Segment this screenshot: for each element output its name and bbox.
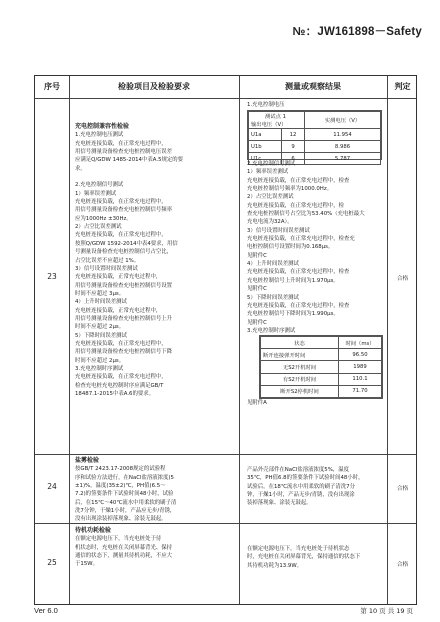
text-line: 充电桩控制信号频率为1000.0Hz。	[247, 186, 333, 193]
text-line: 充电桩连接负载，在正常充电过程中，	[75, 140, 167, 147]
document-number: №：JW161898－Safety	[292, 26, 422, 38]
text-line: 盐雾检验	[75, 457, 100, 464]
timing-state: 断开连接弹开时间	[261, 349, 339, 361]
col-divider	[69, 76, 70, 604]
text-line: 2）占空比误差测试	[247, 194, 294, 201]
text-line: 充电桩连接负载，在正常充电过程中，检	[247, 202, 345, 209]
row-divider	[35, 98, 416, 99]
timing-state: 断开S2停机时间	[261, 385, 339, 397]
row-seq: 25	[47, 558, 57, 567]
timing-value: 96.50	[339, 349, 382, 361]
text-line	[75, 173, 183, 181]
text-line: ±1)%，温度(35±2)℃，PH值(6.5～	[75, 483, 166, 490]
text-line: 充电桩连接负载，在正常充电过程中，检查充	[247, 236, 355, 243]
table-row	[261, 361, 382, 373]
timing-header-time: 时间（ms）	[339, 337, 382, 349]
table-row	[249, 129, 381, 141]
text-line: 检查充电桩充电控制时序应满足GB/T	[75, 382, 164, 389]
voltage-set: 9	[282, 141, 305, 153]
text-line: 充电桩连接负载，在正常充电过程中，	[75, 232, 167, 239]
text-line: 充电桩连接负载，正常充电过程中，	[75, 307, 162, 314]
text-line: 没有出现涂装掉落现象、涂装无鼓起。	[75, 516, 167, 523]
text-line: 号测量设备检查充电桩控制信号占空比，	[75, 249, 173, 256]
row-results	[247, 545, 360, 570]
test-report-table	[34, 75, 417, 605]
timing-header-state: 状态	[261, 337, 339, 349]
page-suffix: 页	[406, 607, 413, 615]
header-verdict: 判定	[394, 82, 411, 91]
text-line: 用信号测量设备检查充电桩控制信号频率	[75, 207, 173, 214]
text-line: 时间不应超过 2μs。	[75, 324, 125, 331]
text-line: 充电桩连接负载，在正常充电过程中，检查	[247, 302, 350, 309]
text-line: 5）下降时间误差测试	[247, 294, 299, 301]
text-line: 装掉落现象、涂装无鼓起。	[247, 500, 312, 507]
text-line: 充电桩连接负载，在正常充电过程中，	[75, 199, 167, 206]
text-line: 应满足Q/GDW 1485-2014中表A.5规定的要	[75, 157, 184, 164]
header-item: 检验项目及检验要求	[118, 82, 190, 91]
voltage-set: 12	[282, 129, 305, 141]
text-line: 洗7分钟，干燥1小时，产品应无步/青锈，	[75, 508, 176, 515]
text-line: 后，在15℃～40℃流水中用柔软的刷子清	[75, 499, 177, 506]
text-line: 充电电流为32A）。	[247, 219, 293, 226]
voltage-measured: 8.986	[305, 141, 381, 153]
row-verdict: 合格	[396, 486, 409, 492]
header-seq: 序号	[44, 82, 60, 91]
table-row	[249, 141, 381, 153]
text-line: 充电桩连接负载，在正常充电过程中，	[75, 374, 167, 381]
text-line: 于15W。	[75, 561, 98, 568]
text-line: 查充电桩控制信号占空比为53.40%（充电桩最大	[247, 211, 365, 218]
row-results	[247, 466, 364, 508]
text-line: 充电控制兼容性检验	[75, 123, 130, 130]
row-verdict: 合格	[396, 276, 409, 282]
text-line: 时间不应超过 2μs。	[75, 357, 125, 364]
text-line: 序和试验方法进行，在NaCl盐溶液浓度(5	[75, 474, 174, 481]
text-line: 4）上升时间误差测试	[247, 261, 299, 268]
text-line: 用信号测量设备检查充电桩控制电压误差	[75, 149, 173, 156]
text-line: 见附件C	[247, 286, 267, 293]
voltage-point: U1a	[249, 129, 282, 141]
text-line: 1.充电控制电压测试	[75, 132, 124, 139]
text-line: 1）频率误差测试	[247, 169, 289, 176]
text-line: 充电桩控制信号下降时间为1.990μs。	[247, 311, 339, 318]
voltage-measured: 5.787	[305, 153, 381, 165]
text-line: 5）下降时间误差测试	[75, 332, 127, 339]
text-line: 试验后，在18℃流水中用柔软的刷子清洗7分	[247, 483, 355, 490]
text-line: 时间不应超过 3μs。	[75, 290, 125, 297]
text-line: 充电桩连接负载，正常充电过程中，	[75, 274, 162, 281]
page-current: 10	[368, 607, 378, 615]
text-line: 求。	[75, 165, 86, 172]
text-line: 4）上升时间误差测试	[75, 299, 127, 306]
table-row	[261, 349, 382, 361]
table-row	[261, 385, 382, 397]
text-line: 待机功耗检验	[75, 527, 112, 534]
text-line: 充电桩连接负载，在正常充电过程中，	[75, 340, 167, 347]
row-requirements	[75, 457, 176, 524]
text-line: 1）频率误差测试	[75, 190, 117, 197]
text-line: 见附件C	[247, 319, 267, 326]
page-indicator	[359, 606, 414, 615]
text-line: 充电桩连接负载，在正常充电过程中，检查	[247, 269, 350, 276]
text-line: 用信号测量设备检查充电桩控制信号下降	[75, 349, 173, 356]
row-requirements	[75, 123, 183, 398]
voltage-set: 6	[282, 153, 305, 165]
text-line: 2.充电控制信号测试	[247, 161, 296, 167]
row-seq: 24	[47, 482, 57, 491]
page-prefix: 第	[360, 607, 367, 615]
timing-state: 无S2开机时间	[261, 361, 339, 373]
text-line: 用信号测量设备检查充电桩控制信号设置	[75, 282, 173, 289]
table-row	[261, 373, 382, 385]
text-line: 在额定电源电压下，当充电桩处于待	[75, 536, 162, 543]
text-line: 见附件C	[247, 252, 267, 259]
text-line: 通信的状态下，测量其待机功耗，不应大	[75, 553, 173, 560]
text-line: 电桩控制信号设置时间为0.168μs。	[247, 244, 334, 251]
text-line: 用信号测量设备检查充电桩控制信号上升	[75, 315, 173, 322]
voltage-header-measured: 实测电压（V）	[305, 112, 381, 129]
col-divider	[239, 76, 240, 604]
text-line: 应为1000Hz ±30Hz。	[75, 215, 132, 222]
appendix-note: 见附件A	[247, 400, 267, 406]
text-line: 占空比误差不应超过 1%。	[75, 257, 140, 264]
result-section-label: 1.充电控制电压	[247, 102, 285, 108]
text-line: 充电桩连接负载，在正常充电过程中，检查	[247, 177, 350, 184]
text-line: 3.充电控制时序测试	[75, 365, 124, 372]
timing-table	[259, 335, 383, 399]
text-line: 其待机功耗为13.9W。	[247, 562, 303, 569]
voltage-point: U1b	[249, 141, 282, 153]
text-line: 18487.1-2015中表A.6的要求。	[75, 391, 155, 397]
voltage-header-set: 输出电压（V）	[251, 122, 287, 128]
text-line: 2）占空比误差测试	[75, 224, 122, 231]
row-verdict: 合格	[396, 562, 409, 568]
text-line: 2.充电控制信号测试	[75, 182, 124, 189]
voltage-point: U1c	[249, 153, 282, 165]
text-line: 时，充电桩在关闭屏幕背光，保持通信的状态下	[247, 554, 361, 561]
text-line: 3）信号设置时间误差测试	[75, 265, 138, 272]
text-line: 35℃，PH值6.8的签要条件下试验时间48小时，	[247, 475, 364, 482]
text-line: 充电桩控制信号上升时间为1.970μs。	[247, 277, 339, 284]
text-line: 机状态时，充电桩在关闭屏幕背光、保持	[75, 544, 173, 551]
text-line: 3.充电控制时序测试	[247, 327, 296, 334]
col-divider	[387, 76, 388, 604]
text-line: 产品外壳部件在NaCl盐溶液浓度5%，温度	[247, 467, 350, 473]
text-line: 7.2)的签要条件下试验时间48小时，试验	[75, 491, 174, 498]
row-seq: 23	[47, 272, 57, 281]
page-mid: 页 共	[379, 607, 395, 615]
text-line: 按照Q/GDW 1592-2014中表4要求，用信	[75, 240, 178, 247]
timing-value: 1989	[339, 361, 382, 373]
text-line: 按GB/T 2423.17-2008规定的试验程	[75, 466, 166, 473]
version-label: Ver 6.0	[34, 606, 58, 615]
text-line: 钟，干燥1小时，产品无步/青锈，没有出现涂	[247, 492, 355, 499]
voltage-header-point: 测试点 1	[265, 114, 286, 120]
header-result: 测量或观察结果	[285, 82, 341, 91]
row-results	[247, 160, 365, 335]
timing-value: 110.1	[339, 373, 382, 385]
voltage-table	[247, 110, 382, 160]
timing-value: 71.70	[339, 385, 382, 397]
timing-state: 有S2开机时间	[261, 373, 339, 385]
text-line: 3）信号设置时间误差测试	[247, 227, 310, 234]
voltage-measured: 11.954	[305, 129, 381, 141]
row-requirements	[75, 527, 172, 569]
page-total: 19	[396, 607, 405, 615]
row-divider	[35, 454, 416, 455]
text-line: 在额定电源电压下，当充电桩处于待机状态	[247, 546, 350, 552]
